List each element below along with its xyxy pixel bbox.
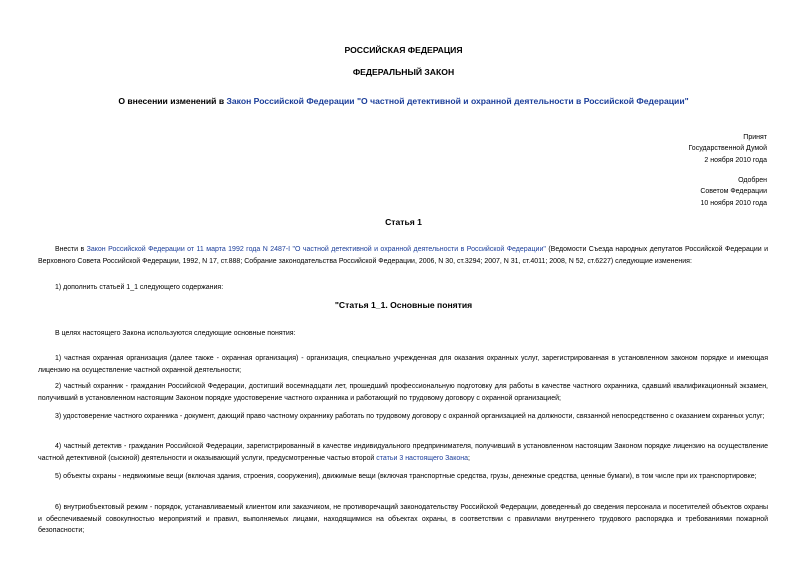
definition-3: 3) удостоверение частного охранника - документ, дающий право частному охраннику работать по трудовому договору с охранной организацией на должности, связанной непосредственно с оказанием охранных услуг; <box>55 413 765 420</box>
article-1-item-1: 1) дополнить статьей 1_1 следующего содержания: <box>55 284 224 291</box>
law-title-link[interactable]: Закон Российской Федерации "О частной детективной и охранной деятельности в Российской Федерации" <box>226 96 689 106</box>
definitions-intro: В целях настоящего Закона используются следующие основные понятия: <box>55 330 296 337</box>
approved-body: Советом Федерации <box>700 188 767 196</box>
adopted-date: 2 ноября 2010 года <box>704 156 767 164</box>
article-1-intro <box>38 244 768 267</box>
approved-label: Одобрен <box>738 177 767 184</box>
intro-law-link[interactable]: Закон Российской Федерации от 11 марта 1992 года N 2487-I "О частной детективной и охранной деятельности в Российской Федерации" <box>86 246 546 253</box>
law-type-heading: ФЕДЕРАЛЬНЫЙ ЗАКОН <box>352 67 455 77</box>
definition-4 <box>38 441 768 464</box>
intro-prefix: Внести в <box>55 246 87 253</box>
article-3-link[interactable]: статьи 3 настоящего Закона <box>376 454 468 462</box>
adoption-council-block <box>567 175 767 209</box>
law-title-prefix: О внесении изменений в <box>118 96 227 106</box>
adopted-label: Принят <box>743 134 767 141</box>
article-1-heading: Статья 1 <box>385 217 422 227</box>
definition-1: 1) частная охранная организация (далее также - охранная организация) - организация, специально учрежденная для оказания охранных услуг, зарегистрированная в установленном законом порядке и имеющая лицензию на осуществление частной охранной деятельности; <box>38 355 768 374</box>
intro-suffix: (Ведомости Съезда народных депутатов Российской Федерации и Верховного Совета Российской Федерации, 1992, N 17, ст.888; Собрание законодательства Российской Федерации, 2006, N 30, ст.3294; 2007, N 31, ст.4011; 2008, N 52, ст.6227) следующие изменения: <box>38 246 769 265</box>
definition-6: 6) внутриобъектовый режим - порядок, устанавливаемый клиентом или заказчиком, не противоречащий законодательству Российской Федерации, доведенный до сведения персонала и посетителей объектов охраны и обеспечиваемый совокупностью мероприятий и правил, выполняемых лицами, находящимися на объектах охраны, в соответствии с правилами внутреннего трудового распорядка и требованиями пожарной безопасности; <box>38 504 768 534</box>
country-heading: РОССИЙСКАЯ ФЕДЕРАЦИЯ <box>344 45 463 55</box>
definition-5: 5) объекты охраны - недвижимые вещи (включая здания, строения, сооружения), движимые вещи (включая транспортные средства, грузы, денежные средства, ценные бумаги), в том числе при их транспортировке; <box>55 473 757 480</box>
law-title <box>0 96 807 107</box>
approved-date: 10 ноября 2010 года <box>700 199 767 207</box>
definition-4-prefix: 4) частный детектив - гражданин Российской Федерации, зарегистрированный в качестве индивидуального предпринимателя, получивший в установленном настоящим Законом порядке лицензию на осуществление частной детективной (сыскной) деятельности и оказывающий услуги, предусмотренные частью второй <box>38 443 768 462</box>
definition-4-suffix: ; <box>468 454 470 462</box>
definition-2: 2) частный охранник - гражданин Российской Федерации, достигший восемнадцати лет, прошедший профессиональную подготовку для работы в качестве частного охранника, сдавший квалификационный экзамен, получивший в установленном настоящим Законом порядке удостоверение частного охранника и работающий по трудовому договору с охранной организацией; <box>38 383 768 402</box>
article-1-1-heading: "Статья 1_1. Основные понятия <box>334 300 473 310</box>
adopted-body: Государственной Думой <box>688 145 767 153</box>
adoption-duma-block <box>567 132 767 166</box>
